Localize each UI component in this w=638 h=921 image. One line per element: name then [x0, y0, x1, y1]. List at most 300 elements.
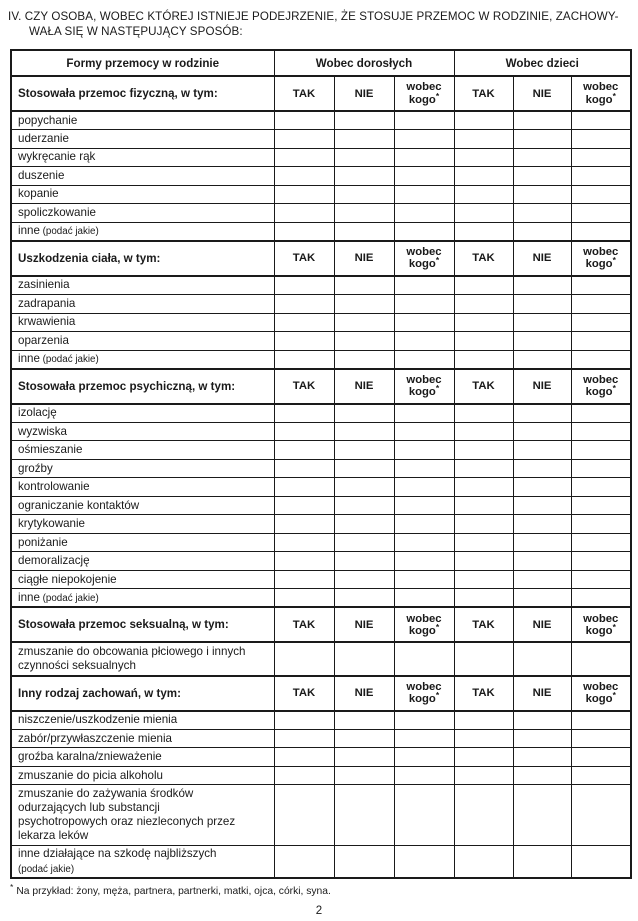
answer-cell — [513, 785, 571, 846]
form-row — [11, 148, 631, 167]
form-row — [11, 515, 631, 534]
form-row — [11, 404, 631, 423]
answer-cell — [513, 276, 571, 295]
answer-cell — [571, 185, 631, 204]
answer-cell — [274, 496, 334, 515]
title-line-2: WAŁA SIĘ W NASTĘPUJĄCY SPOSÓB: — [29, 25, 243, 39]
answer-cell — [513, 130, 571, 149]
answer-cell — [513, 642, 571, 675]
answer-cell — [571, 148, 631, 167]
answer-cell — [513, 478, 571, 497]
answer-cell — [274, 570, 334, 589]
answer-cell — [334, 478, 394, 497]
answer-cell — [334, 185, 394, 204]
section-label: Uszkodzenia ciała, w tym: — [11, 241, 274, 276]
answer-cell — [454, 276, 513, 295]
section-header-row — [11, 241, 631, 276]
answer-cell — [513, 515, 571, 534]
answer-cell — [274, 711, 334, 730]
answer-cell — [394, 185, 454, 204]
answer-cell — [334, 845, 394, 878]
answer-cell — [513, 295, 571, 314]
answer-cell — [334, 766, 394, 785]
answer-cell — [454, 111, 513, 130]
col-header-wobec-kogo: wobec kogo* — [571, 676, 631, 711]
answer-cell — [571, 111, 631, 130]
form-row — [11, 478, 631, 497]
violence-forms-table — [10, 49, 632, 879]
answer-cell — [274, 130, 334, 149]
col-header-nie: NIE — [334, 76, 394, 111]
col-header-wobec-kogo: wobec kogo* — [394, 676, 454, 711]
row-label: krwawienia — [11, 313, 274, 332]
answer-cell — [454, 766, 513, 785]
answer-cell — [571, 478, 631, 497]
form-row — [11, 332, 631, 351]
answer-cell — [571, 748, 631, 767]
row-label: zmuszanie do zażywania środków odurzających lub substancji psychotropowych oraz niezleconych przez lekarza leków — [11, 785, 274, 846]
answer-cell — [454, 845, 513, 878]
answer-cell — [394, 748, 454, 767]
answer-cell — [454, 711, 513, 730]
answer-cell — [513, 766, 571, 785]
row-label: krytykowanie — [11, 515, 274, 534]
answer-cell — [454, 332, 513, 351]
answer-cell — [571, 459, 631, 478]
col-header-wobec-kogo: wobec kogo* — [394, 607, 454, 642]
answer-cell — [513, 167, 571, 186]
answer-cell — [334, 729, 394, 748]
col-header-tak: TAK — [274, 369, 334, 404]
answer-cell — [571, 222, 631, 241]
row-label: zmuszanie do obcowania płciowego i innych czynności seksualnych — [11, 642, 274, 675]
answer-cell — [334, 533, 394, 552]
answer-cell — [274, 729, 334, 748]
answer-cell — [334, 148, 394, 167]
answer-cell — [334, 570, 394, 589]
answer-cell — [513, 711, 571, 730]
form-row — [11, 111, 631, 130]
form-row — [11, 459, 631, 478]
row-label: zabór/przywłaszczenie mienia — [11, 729, 274, 748]
col-header-wobec-kogo: wobec kogo* — [394, 241, 454, 276]
answer-cell — [571, 552, 631, 571]
form-row — [11, 766, 631, 785]
col-header-forms: Formy przemocy w rodzinie — [11, 50, 274, 76]
row-label: groźby — [11, 459, 274, 478]
answer-cell — [394, 222, 454, 241]
form-row — [11, 785, 631, 846]
answer-cell — [334, 404, 394, 423]
answer-cell — [274, 332, 334, 351]
row-label: ośmieszanie — [11, 441, 274, 460]
answer-cell — [334, 441, 394, 460]
answer-cell — [454, 729, 513, 748]
answer-cell — [394, 533, 454, 552]
form-row — [11, 729, 631, 748]
col-header-tak: TAK — [454, 241, 513, 276]
answer-cell — [274, 459, 334, 478]
answer-cell — [513, 204, 571, 223]
answer-cell — [513, 350, 571, 369]
row-label: inne (podać jakie) — [11, 350, 274, 369]
row-label: inne (podać jakie) — [11, 222, 274, 241]
form-row — [11, 589, 631, 608]
answer-cell — [454, 589, 513, 608]
answer-cell — [394, 204, 454, 223]
answer-cell — [454, 130, 513, 149]
col-header-tak: TAK — [274, 241, 334, 276]
form-row — [11, 313, 631, 332]
row-label: wyzwiska — [11, 422, 274, 441]
answer-cell — [571, 422, 631, 441]
answer-cell — [454, 441, 513, 460]
answer-cell — [274, 533, 334, 552]
answer-cell — [454, 185, 513, 204]
answer-cell — [513, 748, 571, 767]
section-header-row — [11, 76, 631, 111]
answer-cell — [454, 552, 513, 571]
answer-cell — [394, 313, 454, 332]
answer-cell — [274, 222, 334, 241]
answer-cell — [394, 570, 454, 589]
form-row — [11, 276, 631, 295]
answer-cell — [334, 422, 394, 441]
answer-cell — [274, 295, 334, 314]
form-row — [11, 496, 631, 515]
row-label: kopanie — [11, 185, 274, 204]
answer-cell — [394, 515, 454, 534]
footnote-reference-asterisk: * — [435, 255, 440, 266]
answer-cell — [513, 148, 571, 167]
form-row — [11, 295, 631, 314]
row-label: ciągłe niepokojenie — [11, 570, 274, 589]
answer-cell — [454, 496, 513, 515]
answer-cell — [334, 350, 394, 369]
answer-cell — [513, 533, 571, 552]
answer-cell — [274, 276, 334, 295]
col-header-adults: Wobec dorosłych — [274, 50, 454, 76]
answer-cell — [334, 295, 394, 314]
answer-cell — [454, 478, 513, 497]
row-label-note: (podać jakie) — [18, 863, 75, 875]
answer-cell — [394, 295, 454, 314]
answer-cell — [571, 496, 631, 515]
col-header-wobec-kogo: wobec kogo* — [571, 607, 631, 642]
answer-cell — [454, 748, 513, 767]
answer-cell — [571, 570, 631, 589]
answer-cell — [454, 148, 513, 167]
section-header-row — [11, 676, 631, 711]
answer-cell — [454, 642, 513, 675]
answer-cell — [334, 204, 394, 223]
answer-cell — [571, 729, 631, 748]
answer-cell — [274, 313, 334, 332]
answer-cell — [394, 148, 454, 167]
section-label: Inny rodzaj zachowań, w tym: — [11, 676, 274, 711]
row-label-note: (podać jakie) — [39, 354, 99, 366]
answer-cell — [571, 589, 631, 608]
answer-cell — [454, 204, 513, 223]
answer-cell — [274, 766, 334, 785]
footnote-reference-asterisk: * — [435, 90, 440, 101]
answer-cell — [513, 422, 571, 441]
answer-cell — [334, 276, 394, 295]
answer-cell — [571, 845, 631, 878]
row-label: uderzanie — [11, 130, 274, 149]
answer-cell — [513, 185, 571, 204]
answer-cell — [394, 422, 454, 441]
answer-cell — [513, 222, 571, 241]
col-header-tak: TAK — [454, 607, 513, 642]
answer-cell — [571, 167, 631, 186]
row-label: izolację — [11, 404, 274, 423]
answer-cell — [513, 459, 571, 478]
section-header-row — [11, 607, 631, 642]
answer-cell — [454, 313, 513, 332]
answer-cell — [334, 167, 394, 186]
answer-cell — [334, 313, 394, 332]
form-row — [11, 711, 631, 730]
section-iv-title — [8, 9, 632, 39]
col-header-wobec-kogo: wobec kogo* — [394, 76, 454, 111]
answer-cell — [571, 295, 631, 314]
answer-cell — [513, 332, 571, 351]
row-label: oparzenia — [11, 332, 274, 351]
answer-cell — [274, 515, 334, 534]
col-header-wobec-kogo: wobec kogo* — [571, 76, 631, 111]
form-row — [11, 570, 631, 589]
form-row — [11, 441, 631, 460]
col-header-tak: TAK — [274, 676, 334, 711]
answer-cell — [394, 711, 454, 730]
form-row — [11, 167, 631, 186]
answer-cell — [334, 332, 394, 351]
answer-cell — [334, 642, 394, 675]
answer-cell — [513, 845, 571, 878]
answer-cell — [394, 404, 454, 423]
answer-cell — [513, 441, 571, 460]
answer-cell — [454, 570, 513, 589]
footnote-asterisk: * — [10, 882, 14, 893]
form-row — [11, 422, 631, 441]
section-label: Stosowała przemoc seksualną, w tym: — [11, 607, 274, 642]
answer-cell — [334, 222, 394, 241]
answer-cell — [394, 276, 454, 295]
row-label: groźba karalna/znieważenie — [11, 748, 274, 767]
section-header-row — [11, 369, 631, 404]
answer-cell — [274, 111, 334, 130]
answer-cell — [454, 350, 513, 369]
answer-cell — [571, 711, 631, 730]
row-label: wykręcanie rąk — [11, 148, 274, 167]
answer-cell — [274, 204, 334, 223]
row-label: inne działające na szkodę najbliższych (podać jakie) — [11, 845, 274, 878]
answer-cell — [454, 533, 513, 552]
answer-cell — [571, 404, 631, 423]
col-header-nie: NIE — [513, 676, 571, 711]
answer-cell — [571, 313, 631, 332]
answer-cell — [513, 313, 571, 332]
footnote-reference-asterisk: * — [435, 621, 440, 632]
row-label: kontrolowanie — [11, 478, 274, 497]
answer-cell — [274, 148, 334, 167]
answer-cell — [274, 785, 334, 846]
answer-cell — [571, 533, 631, 552]
col-header-wobec-kogo: wobec kogo* — [571, 241, 631, 276]
col-header-nie: NIE — [334, 607, 394, 642]
form-row — [11, 552, 631, 571]
answer-cell — [513, 496, 571, 515]
row-label: demoralizację — [11, 552, 274, 571]
answer-cell — [394, 729, 454, 748]
row-label-note: (podać jakie) — [39, 226, 99, 238]
answer-cell — [274, 589, 334, 608]
answer-cell — [454, 222, 513, 241]
row-label: zmuszanie do picia alkoholu — [11, 766, 274, 785]
answer-cell — [394, 766, 454, 785]
form-row — [11, 845, 631, 878]
col-header-tak: TAK — [454, 369, 513, 404]
footnote-reference-asterisk: * — [435, 690, 440, 701]
col-header-nie: NIE — [513, 607, 571, 642]
answer-cell — [274, 404, 334, 423]
answer-cell — [571, 276, 631, 295]
footnote-reference-asterisk: * — [612, 90, 616, 101]
answer-cell — [513, 729, 571, 748]
answer-cell — [394, 785, 454, 846]
answer-cell — [274, 478, 334, 497]
col-header-nie: NIE — [334, 241, 394, 276]
row-label: niszczenie/uszkodzenie mienia — [11, 711, 274, 730]
footnote — [10, 882, 632, 899]
answer-cell — [513, 111, 571, 130]
form-row — [11, 130, 631, 149]
col-header-tak: TAK — [274, 607, 334, 642]
footnote-reference-asterisk: * — [612, 383, 616, 394]
answer-cell — [334, 711, 394, 730]
form-row — [11, 642, 631, 675]
footnote-reference-asterisk: * — [612, 690, 616, 701]
answer-cell — [513, 589, 571, 608]
row-label: duszenie — [11, 167, 274, 186]
answer-cell — [394, 130, 454, 149]
section-label: Stosowała przemoc psychiczną, w tym: — [11, 369, 274, 404]
row-label: inne (podać jakie) — [11, 589, 274, 608]
answer-cell — [394, 441, 454, 460]
answer-cell — [394, 167, 454, 186]
section-label: Stosowała przemoc fizyczną, w tym: — [11, 76, 274, 111]
footnote-text: Na przykład: żony, męża, partnera, partnerki, matki, ojca, córki, syna. — [16, 886, 331, 898]
answer-cell — [571, 785, 631, 846]
title-line-1: IV. CZY OSOBA, WOBEC KTÓREJ ISTNIEJE PODEJRZENIE, ŻE STOSUJE PRZEMOC W RODZINIE, ZACHOWY- — [8, 10, 619, 23]
answer-cell — [513, 570, 571, 589]
col-header-nie: NIE — [513, 369, 571, 404]
answer-cell — [454, 295, 513, 314]
col-header-nie: NIE — [334, 369, 394, 404]
footnote-reference-asterisk: * — [612, 255, 616, 266]
col-header-nie: NIE — [513, 76, 571, 111]
answer-cell — [454, 167, 513, 186]
answer-cell — [334, 496, 394, 515]
answer-cell — [394, 552, 454, 571]
answer-cell — [571, 350, 631, 369]
answer-cell — [334, 111, 394, 130]
col-header-tak: TAK — [274, 76, 334, 111]
answer-cell — [513, 552, 571, 571]
row-label: popychanie — [11, 111, 274, 130]
form-row — [11, 533, 631, 552]
answer-cell — [394, 642, 454, 675]
answer-cell — [571, 515, 631, 534]
answer-cell — [394, 350, 454, 369]
row-label: zadrapania — [11, 295, 274, 314]
page-number: 2 — [315, 905, 323, 918]
row-label: ograniczanie kontaktów — [11, 496, 274, 515]
row-label: spoliczkowanie — [11, 204, 274, 223]
answer-cell — [571, 332, 631, 351]
answer-cell — [274, 441, 334, 460]
row-label: poniżanie — [11, 533, 274, 552]
answer-cell — [274, 552, 334, 571]
col-header-tak: TAK — [454, 676, 513, 711]
answer-cell — [394, 589, 454, 608]
answer-cell — [394, 496, 454, 515]
answer-cell — [571, 441, 631, 460]
row-label-note: (podać jakie) — [39, 592, 99, 604]
col-header-wobec-kogo: wobec kogo* — [571, 369, 631, 404]
answer-cell — [334, 785, 394, 846]
answer-cell — [334, 748, 394, 767]
col-header-nie: NIE — [334, 676, 394, 711]
answer-cell — [454, 515, 513, 534]
answer-cell — [454, 404, 513, 423]
footnote-reference-asterisk: * — [612, 621, 616, 632]
answer-cell — [394, 459, 454, 478]
answer-cell — [571, 130, 631, 149]
answer-cell — [274, 642, 334, 675]
answer-cell — [454, 459, 513, 478]
form-row — [11, 222, 631, 241]
answer-cell — [454, 422, 513, 441]
answer-cell — [274, 167, 334, 186]
form-table-body — [11, 76, 631, 878]
answer-cell — [571, 204, 631, 223]
answer-cell — [274, 748, 334, 767]
answer-cell — [513, 404, 571, 423]
col-header-tak: TAK — [454, 76, 513, 111]
footnote-reference-asterisk: * — [435, 383, 440, 394]
answer-cell — [334, 130, 394, 149]
answer-cell — [274, 350, 334, 369]
col-header-nie: NIE — [513, 241, 571, 276]
col-header-wobec-kogo: wobec kogo* — [394, 369, 454, 404]
group-header-row — [11, 50, 631, 76]
answer-cell — [571, 642, 631, 675]
answer-cell — [394, 845, 454, 878]
answer-cell — [274, 845, 334, 878]
answer-cell — [394, 111, 454, 130]
answer-cell — [334, 552, 394, 571]
answer-cell — [571, 766, 631, 785]
col-header-children: Wobec dzieci — [454, 50, 631, 76]
answer-cell — [454, 785, 513, 846]
answer-cell — [274, 185, 334, 204]
answer-cell — [394, 478, 454, 497]
answer-cell — [334, 515, 394, 534]
answer-cell — [334, 589, 394, 608]
answer-cell — [394, 332, 454, 351]
